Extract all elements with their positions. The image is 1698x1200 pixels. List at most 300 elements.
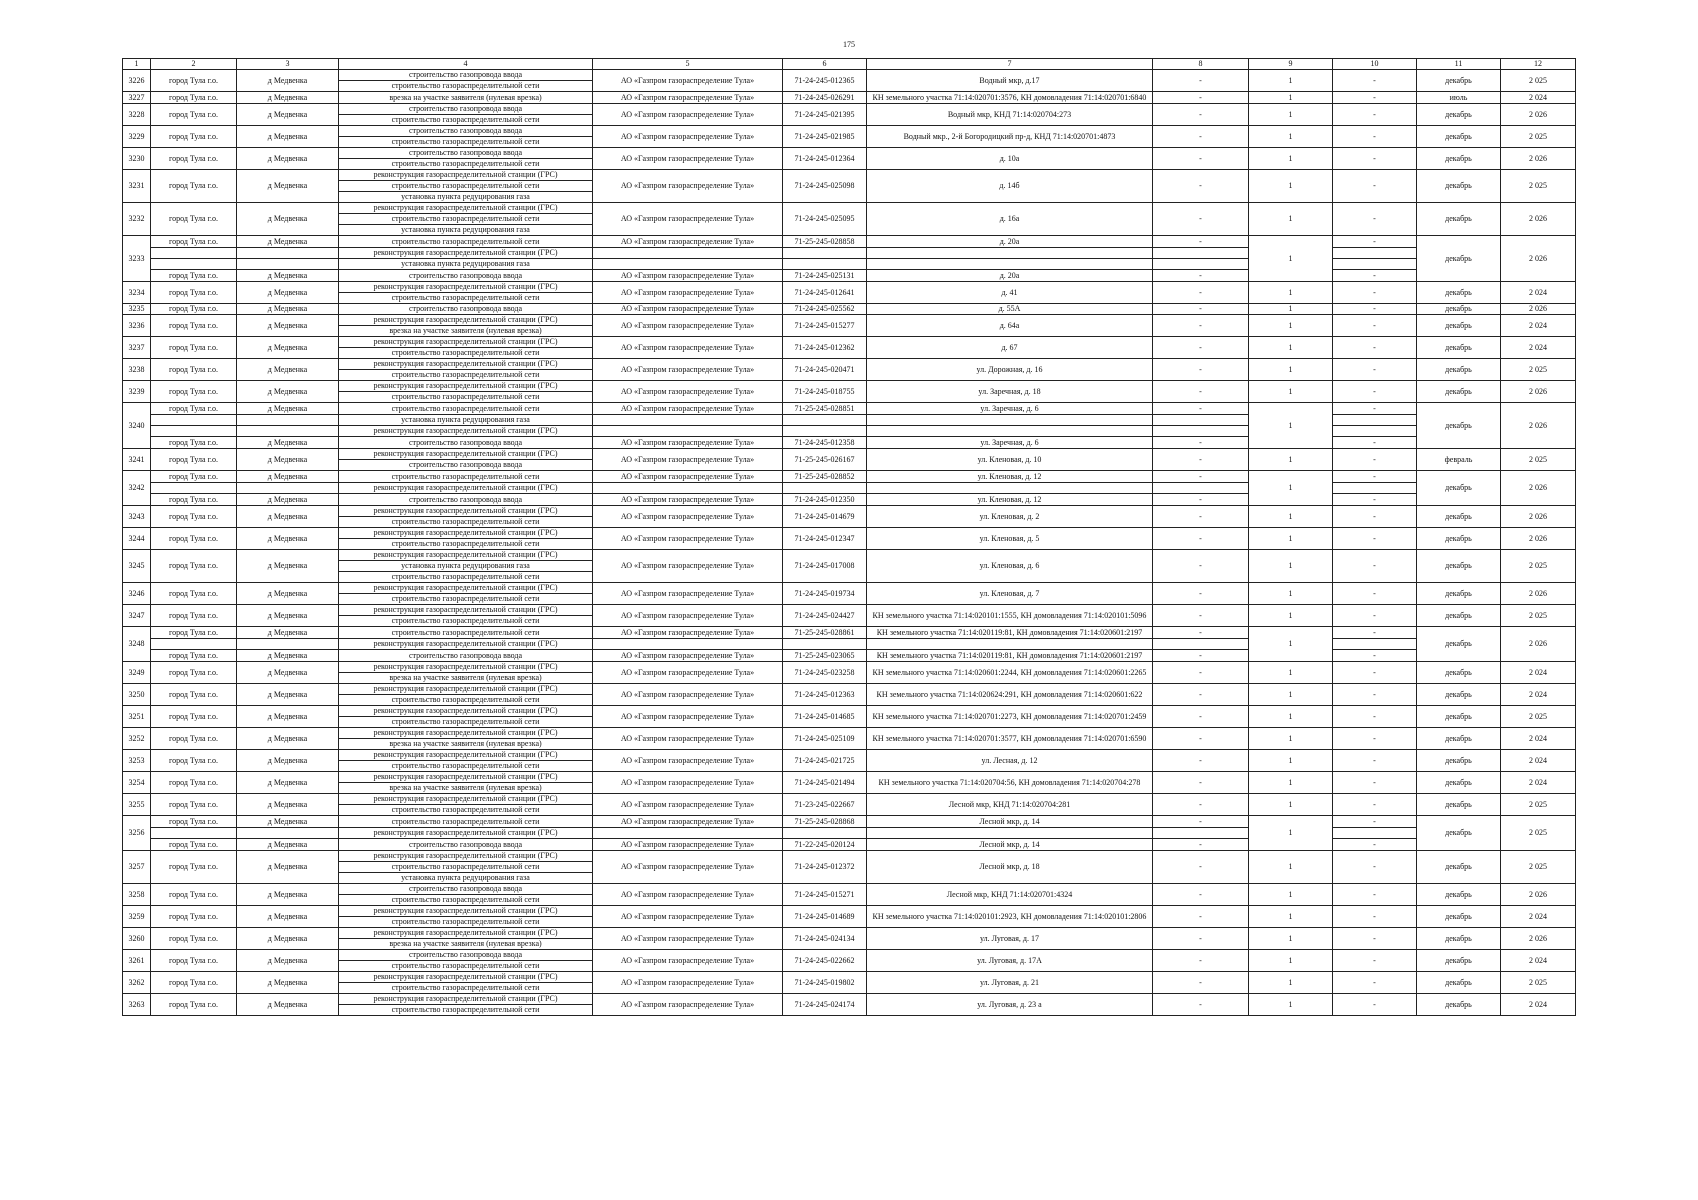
year-cell: 2 024: [1501, 950, 1576, 972]
address-cell: ул. Заречная, д. 18: [867, 381, 1153, 403]
work-type-cell: реконструкция газораспределительной станции (ГРС): [339, 728, 593, 739]
application-number-cell: 71-25-245-028861: [783, 627, 867, 639]
locality-cell: [237, 426, 339, 437]
work-type-cell: реконструкция газораспределительной станции (ГРС): [339, 994, 593, 1005]
settlement-cell: [151, 248, 237, 259]
column-header-4: 4: [339, 59, 593, 70]
settlement-cell: город Тула г.о.: [151, 816, 237, 828]
work-type-cell: установка пункта редуцирования газа: [339, 561, 593, 572]
locality-cell: д Медвенка: [237, 605, 339, 627]
column-8-cell: -: [1153, 437, 1249, 449]
month-cell: декабрь: [1417, 583, 1501, 605]
column-10-cell: -: [1333, 794, 1417, 816]
address-cell: ул. Кленовая, д. 7: [867, 583, 1153, 605]
settlement-cell: город Тула г.о.: [151, 884, 237, 906]
settlement-cell: город Тула г.о.: [151, 506, 237, 528]
work-type-cell: реконструкция газораспределительной станции (ГРС): [339, 381, 593, 392]
application-number-cell: 71-24-245-017008: [783, 550, 867, 583]
organization-cell: [593, 426, 783, 437]
address-cell: Лесной мкр, д. 14: [867, 839, 1153, 851]
application-number-cell: 71-24-245-025131: [783, 270, 867, 282]
address-cell: д. 14б: [867, 170, 1153, 203]
month-cell: февраль: [1417, 449, 1501, 471]
work-type-cell: строительство газопровода ввода: [339, 70, 593, 81]
table-row: [123, 471, 1576, 483]
organization-cell: АО «Газпром газораспределение Тула»: [593, 928, 783, 950]
organization-cell: АО «Газпром газораспределение Тула»: [593, 381, 783, 403]
address-cell: КН земельного участка 71:14:020101:2923, КН домовладения 71:14:020101:2806: [867, 906, 1153, 928]
table-row: [123, 304, 1576, 315]
row-number: 3261: [123, 950, 151, 972]
column-header-5: 5: [593, 59, 783, 70]
address-cell: д. 20а: [867, 270, 1153, 282]
work-type-cell: реконструкция газораспределительной станции (ГРС): [339, 449, 593, 460]
application-number-cell: 71-22-245-020124: [783, 839, 867, 851]
settlement-cell: город Тула г.о.: [151, 337, 237, 359]
locality-cell: д Медвенка: [237, 684, 339, 706]
application-number-cell: 71-24-245-021985: [783, 126, 867, 148]
column-8-cell: -: [1153, 550, 1249, 583]
row-number: 3228: [123, 104, 151, 126]
table-row: [123, 906, 1576, 917]
column-8-cell: -: [1153, 928, 1249, 950]
work-type-cell: строительство газораспределительной сети: [339, 181, 593, 192]
work-type-cell: установка пункта редуцирования газа: [339, 415, 593, 426]
table-row: [123, 248, 1576, 259]
year-cell: 2 024: [1501, 750, 1576, 772]
row-number: 3256: [123, 816, 151, 851]
column-header-9: 9: [1249, 59, 1333, 70]
year-cell: 2 026: [1501, 884, 1576, 906]
organization-cell: АО «Газпром газораспределение Тула»: [593, 70, 783, 92]
application-number-cell: 71-24-245-019734: [783, 583, 867, 605]
column-10-cell: -: [1333, 403, 1417, 415]
locality-cell: д Медвенка: [237, 884, 339, 906]
column-10-cell: -: [1333, 70, 1417, 92]
table-row: [123, 437, 1576, 449]
work-type-cell: реконструкция газораспределительной станции (ГРС): [339, 772, 593, 783]
work-type-cell: реконструкция газораспределительной станции (ГРС): [339, 639, 593, 650]
work-type-cell: строительство газораспределительной сети: [339, 983, 593, 994]
application-number-cell: 71-24-245-012350: [783, 494, 867, 506]
quantity-cell: 1: [1249, 359, 1333, 381]
locality-cell: д Медвенка: [237, 906, 339, 928]
column-8-cell: -: [1153, 772, 1249, 794]
table-row: [123, 282, 1576, 293]
work-type-cell: реконструкция газораспределительной станции (ГРС): [339, 972, 593, 983]
year-cell: 2 026: [1501, 104, 1576, 126]
locality-cell: [237, 639, 339, 650]
year-cell: 2 024: [1501, 282, 1576, 304]
quantity-cell: 1: [1249, 684, 1333, 706]
quantity-cell: 1: [1249, 950, 1333, 972]
table-row: [123, 494, 1576, 506]
column-8-cell: -: [1153, 92, 1249, 104]
organization-cell: АО «Газпром газораспределение Тула»: [593, 203, 783, 236]
application-number-cell: 71-24-245-025095: [783, 203, 867, 236]
organization-cell: АО «Газпром газораспределение Тула»: [593, 684, 783, 706]
locality-cell: д Медвенка: [237, 437, 339, 449]
settlement-cell: город Тула г.о.: [151, 70, 237, 92]
table-row: [123, 650, 1576, 662]
organization-cell: АО «Газпром газораспределение Тула»: [593, 583, 783, 605]
table-row: [123, 706, 1576, 717]
work-type-cell: реконструкция газораспределительной станции (ГРС): [339, 828, 593, 839]
table-row: [123, 684, 1576, 695]
application-number-cell: 71-24-245-021395: [783, 104, 867, 126]
organization-cell: АО «Газпром газораспределение Тула»: [593, 506, 783, 528]
table-header: [123, 59, 1576, 70]
work-type-cell: строительство газопровода ввода: [339, 494, 593, 506]
quantity-cell: 1: [1249, 851, 1333, 884]
work-type-cell: реконструкция газораспределительной станции (ГРС): [339, 928, 593, 939]
row-number: 3242: [123, 471, 151, 506]
work-type-cell: реконструкция газораспределительной станции (ГРС): [339, 315, 593, 326]
month-cell: декабрь: [1417, 662, 1501, 684]
application-number-cell: [783, 639, 867, 650]
locality-cell: д Медвенка: [237, 928, 339, 950]
settlement-cell: город Тула г.о.: [151, 270, 237, 282]
settlement-cell: город Тула г.о.: [151, 928, 237, 950]
table-row: [123, 337, 1576, 348]
work-type-cell: реконструкция газораспределительной станции (ГРС): [339, 662, 593, 673]
locality-cell: д Медвенка: [237, 972, 339, 994]
quantity-cell: 1: [1249, 994, 1333, 1016]
column-10-cell: -: [1333, 528, 1417, 550]
settlement-cell: город Тула г.о.: [151, 950, 237, 972]
address-cell: [867, 426, 1153, 437]
organization-cell: АО «Газпром газораспределение Тула»: [593, 170, 783, 203]
row-number: 3258: [123, 884, 151, 906]
work-type-cell: строительство газораспределительной сети: [339, 961, 593, 972]
year-cell: 2 026: [1501, 627, 1576, 662]
row-number: 3243: [123, 506, 151, 528]
locality-cell: д Медвенка: [237, 104, 339, 126]
month-cell: декабрь: [1417, 906, 1501, 928]
settlement-cell: город Тула г.о.: [151, 203, 237, 236]
quantity-cell: 1: [1249, 506, 1333, 528]
column-8-cell: -: [1153, 381, 1249, 403]
address-cell: ул. Кленовая, д. 10: [867, 449, 1153, 471]
address-cell: ул. Дорожная, д. 16: [867, 359, 1153, 381]
organization-cell: АО «Газпром газораспределение Тула»: [593, 528, 783, 550]
table-row: [123, 236, 1576, 248]
column-header-11: 11: [1417, 59, 1501, 70]
quantity-cell: 1: [1249, 906, 1333, 928]
address-cell: КН земельного участка 71:14:020101:1555, КН домовладения 71:14:020101:5096: [867, 605, 1153, 627]
column-10-cell: -: [1333, 236, 1417, 248]
application-number-cell: 71-24-245-019802: [783, 972, 867, 994]
column-10-cell: -: [1333, 884, 1417, 906]
application-number-cell: 71-24-245-012358: [783, 437, 867, 449]
address-cell: [867, 259, 1153, 270]
application-number-cell: 71-25-245-028852: [783, 471, 867, 483]
column-8-cell: -: [1153, 148, 1249, 170]
organization-cell: АО «Газпром газораспределение Тула»: [593, 315, 783, 337]
month-cell: декабрь: [1417, 304, 1501, 315]
column-10-cell: -: [1333, 583, 1417, 605]
work-type-cell: реконструкция газораспределительной станции (ГРС): [339, 550, 593, 561]
column-8-cell: -: [1153, 816, 1249, 828]
locality-cell: д Медвенка: [237, 528, 339, 550]
locality-cell: д Медвенка: [237, 650, 339, 662]
row-number: 3246: [123, 583, 151, 605]
month-cell: декабрь: [1417, 706, 1501, 728]
column-8-cell: -: [1153, 884, 1249, 906]
year-cell: 2 026: [1501, 203, 1576, 236]
row-number: 3240: [123, 403, 151, 449]
quantity-cell: 1: [1249, 126, 1333, 148]
work-type-cell: строительство газораспределительной сети: [339, 695, 593, 706]
quantity-cell: 1: [1249, 550, 1333, 583]
work-type-cell: строительство газораспределительной сети: [339, 517, 593, 528]
work-type-cell: врезка на участке заявителя (нулевая врезка): [339, 739, 593, 750]
row-number: 3234: [123, 282, 151, 304]
quantity-cell: 1: [1249, 471, 1333, 506]
work-type-cell: реконструкция газораспределительной станции (ГРС): [339, 750, 593, 761]
row-number: 3226: [123, 70, 151, 92]
organization-cell: АО «Газпром газораспределение Тула»: [593, 839, 783, 851]
column-10-cell: -: [1333, 282, 1417, 304]
year-cell: 2 026: [1501, 583, 1576, 605]
settlement-cell: город Тула г.о.: [151, 684, 237, 706]
work-type-cell: строительство газораспределительной сети: [339, 917, 593, 928]
column-8-cell: -: [1153, 236, 1249, 248]
organization-cell: [593, 259, 783, 270]
application-number-cell: [783, 415, 867, 426]
work-type-cell: реконструкция газораспределительной станции (ГРС): [339, 337, 593, 348]
application-number-cell: [783, 828, 867, 839]
address-cell: д. 16а: [867, 203, 1153, 236]
year-cell: 2 025: [1501, 126, 1576, 148]
month-cell: декабрь: [1417, 794, 1501, 816]
month-cell: декабрь: [1417, 282, 1501, 304]
work-type-cell: строительство газораспределительной сети: [339, 293, 593, 304]
column-10-cell: -: [1333, 816, 1417, 828]
month-cell: декабрь: [1417, 950, 1501, 972]
address-cell: Водный мкр, д.17: [867, 70, 1153, 92]
quantity-cell: 1: [1249, 662, 1333, 684]
column-8-cell: -: [1153, 126, 1249, 148]
column-8-cell: -: [1153, 70, 1249, 92]
organization-cell: АО «Газпром газораспределение Тула»: [593, 750, 783, 772]
month-cell: декабрь: [1417, 684, 1501, 706]
application-number-cell: 71-24-245-015277: [783, 315, 867, 337]
application-number-cell: 71-24-245-024427: [783, 605, 867, 627]
column-header-1: 1: [123, 59, 151, 70]
address-cell: ул. Луговая, д. 21: [867, 972, 1153, 994]
row-number: 3239: [123, 381, 151, 403]
quantity-cell: 1: [1249, 203, 1333, 236]
locality-cell: д Медвенка: [237, 304, 339, 315]
table-row: [123, 170, 1576, 181]
table-row: [123, 750, 1576, 761]
locality-cell: д Медвенка: [237, 359, 339, 381]
column-8-cell: [1153, 828, 1249, 839]
work-type-cell: реконструкция газораспределительной станции (ГРС): [339, 359, 593, 370]
application-number-cell: 71-24-245-024174: [783, 994, 867, 1016]
column-10-cell: -: [1333, 928, 1417, 950]
year-cell: 2 026: [1501, 236, 1576, 282]
address-cell: ул. Кленовая, д. 2: [867, 506, 1153, 528]
address-cell: [867, 248, 1153, 259]
settlement-cell: город Тула г.о.: [151, 359, 237, 381]
quantity-cell: 1: [1249, 728, 1333, 750]
application-number-cell: 71-24-245-024134: [783, 928, 867, 950]
column-10-cell: -: [1333, 684, 1417, 706]
work-type-cell: строительство газопровода ввода: [339, 148, 593, 159]
row-number: 3230: [123, 148, 151, 170]
address-cell: д. 67: [867, 337, 1153, 359]
column-10-cell: -: [1333, 950, 1417, 972]
application-number-cell: 71-24-245-012372: [783, 851, 867, 884]
table-row: [123, 639, 1576, 650]
address-cell: КН земельного участка 71:14:020119:81, КН домовладения 71:14:020601:2197: [867, 627, 1153, 639]
column-8-cell: -: [1153, 994, 1249, 1016]
column-8-cell: -: [1153, 337, 1249, 359]
work-type-cell: реконструкция газораспределительной станции (ГРС): [339, 605, 593, 616]
year-cell: 2 024: [1501, 684, 1576, 706]
column-8-cell: -: [1153, 794, 1249, 816]
work-type-cell: врезка на участке заявителя (нулевая врезка): [339, 783, 593, 794]
work-type-cell: строительство газопровода ввода: [339, 126, 593, 137]
organization-cell: АО «Газпром газораспределение Тула»: [593, 282, 783, 304]
address-cell: ул. Кленовая, д. 6: [867, 550, 1153, 583]
work-type-cell: врезка на участке заявителя (нулевая врезка): [339, 92, 593, 104]
work-type-cell: реконструкция газораспределительной станции (ГРС): [339, 583, 593, 594]
column-8-cell: [1153, 415, 1249, 426]
application-number-cell: 71-25-245-026167: [783, 449, 867, 471]
work-type-cell: реконструкция газораспределительной станции (ГРС): [339, 248, 593, 259]
quantity-cell: 1: [1249, 148, 1333, 170]
settlement-cell: город Тула г.о.: [151, 605, 237, 627]
month-cell: декабрь: [1417, 506, 1501, 528]
work-type-cell: реконструкция газораспределительной станции (ГРС): [339, 794, 593, 805]
application-number-cell: 71-24-245-022662: [783, 950, 867, 972]
settlement-cell: город Тула г.о.: [151, 583, 237, 605]
work-type-cell: строительство газораспределительной сети: [339, 572, 593, 583]
work-type-cell: реконструкция газораспределительной станции (ГРС): [339, 170, 593, 181]
year-cell: 2 026: [1501, 506, 1576, 528]
row-number: 3260: [123, 928, 151, 950]
year-cell: 2 026: [1501, 148, 1576, 170]
column-10-cell: -: [1333, 203, 1417, 236]
work-type-cell: установка пункта редуцирования газа: [339, 192, 593, 203]
settlement-cell: город Тула г.о.: [151, 282, 237, 304]
work-type-cell: строительство газораспределительной сети: [339, 115, 593, 126]
work-type-cell: строительство газораспределительной сети: [339, 81, 593, 92]
month-cell: декабрь: [1417, 528, 1501, 550]
settlement-cell: город Тула г.о.: [151, 92, 237, 104]
column-8-cell: -: [1153, 605, 1249, 627]
application-number-cell: 71-24-245-025562: [783, 304, 867, 315]
settlement-cell: [151, 259, 237, 270]
row-number: 3251: [123, 706, 151, 728]
table-body: [123, 70, 1576, 1016]
organization-cell: [593, 415, 783, 426]
address-cell: ул. Луговая, д. 17: [867, 928, 1153, 950]
year-cell: 2 025: [1501, 706, 1576, 728]
settlement-cell: город Тула г.о.: [151, 126, 237, 148]
month-cell: декабрь: [1417, 884, 1501, 906]
row-number: 3231: [123, 170, 151, 203]
locality-cell: д Медвенка: [237, 506, 339, 528]
row-number: 3248: [123, 627, 151, 662]
table-row: [123, 506, 1576, 517]
work-type-cell: строительство газораспределительной сети: [339, 717, 593, 728]
locality-cell: д Медвенка: [237, 994, 339, 1016]
locality-cell: д Медвенка: [237, 126, 339, 148]
year-cell: 2 025: [1501, 605, 1576, 627]
column-8-cell: -: [1153, 906, 1249, 928]
organization-cell: АО «Газпром газораспределение Тула»: [593, 494, 783, 506]
row-number: 3259: [123, 906, 151, 928]
organization-cell: АО «Газпром газораспределение Тула»: [593, 650, 783, 662]
organization-cell: АО «Газпром газораспределение Тула»: [593, 304, 783, 315]
month-cell: декабрь: [1417, 203, 1501, 236]
work-type-cell: реконструкция газораспределительной станции (ГРС): [339, 706, 593, 717]
address-cell: КН земельного участка 71:14:020601:2244, КН домовладения 71:14:020601:2265: [867, 662, 1153, 684]
month-cell: декабрь: [1417, 70, 1501, 92]
organization-cell: [593, 483, 783, 494]
application-number-cell: 71-24-245-021494: [783, 772, 867, 794]
address-cell: КН земельного участка 71:14:020704:56, КН домовладения 71:14:020704:278: [867, 772, 1153, 794]
application-number-cell: 71-24-245-012347: [783, 528, 867, 550]
month-cell: декабрь: [1417, 994, 1501, 1016]
column-10-cell: -: [1333, 772, 1417, 794]
column-8-cell: -: [1153, 728, 1249, 750]
locality-cell: д Медвенка: [237, 449, 339, 471]
work-type-cell: врезка на участке заявителя (нулевая врезка): [339, 939, 593, 950]
work-type-cell: строительство газораспределительной сети: [339, 539, 593, 550]
year-cell: 2 026: [1501, 471, 1576, 506]
application-number-cell: [783, 426, 867, 437]
organization-cell: [593, 828, 783, 839]
locality-cell: [237, 248, 339, 259]
column-8-cell: -: [1153, 684, 1249, 706]
column-10-cell: -: [1333, 750, 1417, 772]
work-type-cell: реконструкция газораспределительной станции (ГРС): [339, 851, 593, 862]
settlement-cell: город Тула г.о.: [151, 315, 237, 337]
month-cell: декабрь: [1417, 728, 1501, 750]
work-type-cell: строительство газораспределительной сети: [339, 392, 593, 403]
locality-cell: [237, 259, 339, 270]
column-10-cell: [1333, 248, 1417, 259]
work-type-cell: врезка на участке заявителя (нулевая врезка): [339, 326, 593, 337]
year-cell: 2 024: [1501, 337, 1576, 359]
year-cell: 2 026: [1501, 928, 1576, 950]
table-row: [123, 828, 1576, 839]
column-8-cell: [1153, 248, 1249, 259]
year-cell: 2 026: [1501, 528, 1576, 550]
settlement-cell: город Тула г.о.: [151, 750, 237, 772]
organization-cell: АО «Газпром газораспределение Тула»: [593, 851, 783, 884]
address-cell: д. 55А: [867, 304, 1153, 315]
month-cell: декабрь: [1417, 337, 1501, 359]
settlement-cell: город Тула г.о.: [151, 728, 237, 750]
locality-cell: д Медвенка: [237, 170, 339, 203]
application-number-cell: 71-24-245-012641: [783, 282, 867, 304]
table-row: [123, 662, 1576, 673]
year-cell: 2 025: [1501, 794, 1576, 816]
work-type-cell: строительство газопровода ввода: [339, 304, 593, 315]
row-number: 3236: [123, 315, 151, 337]
quantity-cell: 1: [1249, 706, 1333, 728]
locality-cell: д Медвенка: [237, 662, 339, 684]
application-number-cell: 71-24-245-015271: [783, 884, 867, 906]
column-10-cell: [1333, 426, 1417, 437]
settlement-cell: город Тула г.о.: [151, 972, 237, 994]
